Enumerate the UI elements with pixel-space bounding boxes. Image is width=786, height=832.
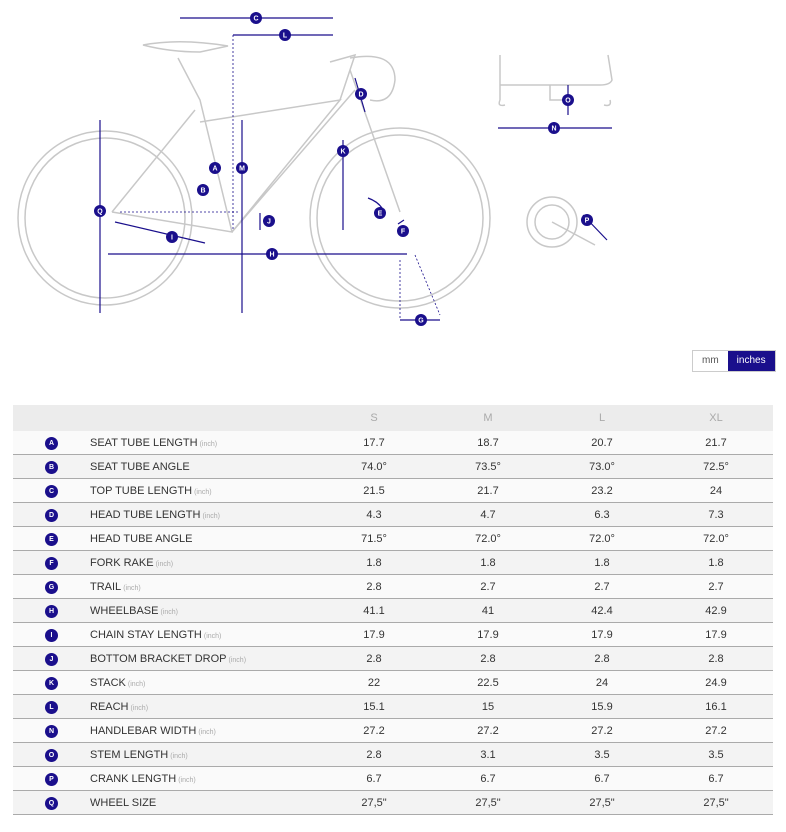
cell-value: 17.9 <box>431 623 545 647</box>
geometry-table <box>13 405 773 815</box>
letter-badge: P <box>45 773 58 786</box>
svg-text:M: M <box>239 165 245 173</box>
cell-value: 23.2 <box>545 479 659 503</box>
unit-toggle[interactable] <box>692 350 776 372</box>
cell-value: 6.7 <box>431 767 545 791</box>
cell-value: 27.2 <box>317 719 431 743</box>
table-row <box>13 791 773 815</box>
cell-value: 74.0° <box>317 455 431 479</box>
column-header: L <box>545 405 659 431</box>
cell-value: 1.8 <box>431 551 545 575</box>
cell-value: 21.7 <box>431 479 545 503</box>
cell-value: 24 <box>659 479 773 503</box>
cell-value: 15.1 <box>317 695 431 719</box>
cell-value: 20.7 <box>545 431 659 455</box>
cell-value: 42.9 <box>659 599 773 623</box>
cell-value: 2.8 <box>659 647 773 671</box>
column-header: XL <box>659 405 773 431</box>
letter-badge: E <box>45 533 58 546</box>
marker-b <box>197 184 209 196</box>
unit-label: (inch) <box>203 632 222 640</box>
cell-value: 1.8 <box>545 551 659 575</box>
table-row <box>13 455 773 479</box>
unit-label: (inch) <box>178 776 196 784</box>
cell-value: 27.2 <box>431 719 545 743</box>
svg-text:H: H <box>269 251 275 259</box>
cell-value: 6.7 <box>659 767 773 791</box>
table-row <box>13 551 773 575</box>
table-header <box>13 405 773 431</box>
table-row <box>13 695 773 719</box>
cell-value: 41.1 <box>317 599 431 623</box>
cell-value: 27,5" <box>431 791 545 815</box>
cell-value: 7.3 <box>659 503 773 527</box>
table-row <box>13 503 773 527</box>
row-label: SEAT TUBE ANGLE <box>90 460 190 473</box>
cell-value: 4.3 <box>317 503 431 527</box>
letter-badge: C <box>45 485 58 498</box>
svg-text:D: D <box>358 91 364 99</box>
cell-value: 6.7 <box>317 767 431 791</box>
unit-label: (inch) <box>127 680 146 688</box>
table-row <box>13 527 773 551</box>
row-label: CHAIN STAY LENGTH <box>90 628 202 641</box>
letter-badge: Q <box>45 797 58 810</box>
letter-badge: K <box>45 677 58 690</box>
svg-text:B: B <box>200 187 206 195</box>
table-row <box>13 743 773 767</box>
letter-badge: F <box>45 557 58 570</box>
svg-text:K: K <box>340 148 346 156</box>
table-row <box>13 647 773 671</box>
letter-badge: O <box>45 749 58 762</box>
svg-text:P: P <box>584 217 590 225</box>
marker-h <box>266 248 278 260</box>
table-row <box>13 671 773 695</box>
cell-value: 1.8 <box>659 551 773 575</box>
table-row <box>13 479 773 503</box>
svg-text:J: J <box>267 218 271 226</box>
cell-value: 27.2 <box>545 719 659 743</box>
cell-value: 1.8 <box>317 551 431 575</box>
svg-text:F: F <box>400 228 406 236</box>
svg-text:C: C <box>253 15 259 23</box>
row-label: HANDLEBAR WIDTH <box>90 724 197 737</box>
cell-value: 18.7 <box>431 431 545 455</box>
marker-e <box>374 207 386 219</box>
cell-value: 17.9 <box>545 623 659 647</box>
cell-value: 15 <box>431 695 545 719</box>
row-label: STEM LENGTH <box>90 748 169 761</box>
cell-value: 21.7 <box>659 431 773 455</box>
marker-f <box>397 225 409 237</box>
unit-inches-button[interactable]: inches <box>728 351 775 371</box>
row-label: HEAD TUBE LENGTH <box>90 508 201 521</box>
cell-value: 41 <box>431 599 545 623</box>
svg-text:O: O <box>565 97 571 105</box>
letter-badge: L <box>45 701 58 714</box>
marker-j <box>263 215 275 227</box>
svg-text:Q: Q <box>97 208 103 216</box>
bike-geometry-diagram <box>0 0 786 340</box>
bike-outline <box>18 42 612 308</box>
cell-value: 24 <box>545 671 659 695</box>
cell-value: 21.5 <box>317 479 431 503</box>
cell-value: 3.5 <box>659 743 773 767</box>
cell-value: 2.8 <box>317 743 431 767</box>
cell-value: 72.5° <box>659 455 773 479</box>
marker-o <box>562 94 574 106</box>
cell-value: 73.5° <box>431 455 545 479</box>
cell-value: 17.7 <box>317 431 431 455</box>
letter-badge: N <box>45 725 58 738</box>
letter-badge: A <box>45 437 58 450</box>
cell-value: 2.7 <box>659 575 773 599</box>
table-row <box>13 431 773 455</box>
marker-n <box>548 122 560 134</box>
table-row <box>13 767 773 791</box>
unit-label: (inch) <box>130 704 149 712</box>
cell-value: 24.9 <box>659 671 773 695</box>
svg-text:E: E <box>377 210 383 218</box>
table-row <box>13 623 773 647</box>
row-label: HEAD TUBE ANGLE <box>90 532 193 545</box>
cell-value: 16.1 <box>659 695 773 719</box>
unit-label: (inch) <box>155 560 174 568</box>
cell-value: 6.7 <box>545 767 659 791</box>
marker-m <box>236 162 248 174</box>
cell-value: 17.9 <box>317 623 431 647</box>
marker-k <box>337 145 349 157</box>
cell-value: 72.0° <box>545 527 659 551</box>
row-label: STACK <box>90 676 126 689</box>
letter-badge: D <box>45 509 58 522</box>
cell-value: 2.8 <box>431 647 545 671</box>
table-row <box>13 719 773 743</box>
cell-value: 17.9 <box>659 623 773 647</box>
cell-value: 27,5" <box>545 791 659 815</box>
marker-d <box>355 88 367 100</box>
unit-label: (inch) <box>202 512 220 520</box>
unit-mm-button[interactable]: mm <box>693 351 728 371</box>
marker-l <box>279 29 291 41</box>
row-label: WHEELBASE <box>90 604 159 617</box>
cell-value: 2.7 <box>431 575 545 599</box>
letter-badge: J <box>45 653 58 666</box>
cell-value: 73.0° <box>545 455 659 479</box>
cell-value: 2.8 <box>317 575 431 599</box>
row-label: CRANK LENGTH <box>90 772 177 785</box>
row-label: SEAT TUBE LENGTH <box>90 436 198 449</box>
cell-value: 22.5 <box>431 671 545 695</box>
row-label: WHEEL SIZE <box>90 796 157 809</box>
unit-label: (inch) <box>160 608 178 616</box>
table-row <box>13 599 773 623</box>
marker-i <box>166 231 178 243</box>
cell-value: 27.2 <box>659 719 773 743</box>
row-label: FORK RAKE <box>90 556 154 569</box>
svg-text:G: G <box>418 317 424 325</box>
row-label: REACH <box>90 700 129 713</box>
cell-value: 15.9 <box>545 695 659 719</box>
svg-text:A: A <box>212 165 218 173</box>
unit-label: (inch) <box>170 752 188 760</box>
marker-g <box>415 314 427 326</box>
table-row <box>13 575 773 599</box>
marker-c <box>250 12 262 24</box>
unit-label: (inch) <box>123 584 141 592</box>
cell-value: 4.7 <box>431 503 545 527</box>
marker-p <box>581 214 593 226</box>
cell-value: 72.0° <box>659 527 773 551</box>
unit-label: (inch) <box>228 656 247 664</box>
svg-text:I: I <box>171 234 173 242</box>
svg-text:L: L <box>282 32 288 40</box>
column-header: M <box>431 405 545 431</box>
marker-q <box>94 205 106 217</box>
cell-value: 27,5" <box>659 791 773 815</box>
cell-value: 71.5° <box>317 527 431 551</box>
column-header: S <box>317 405 431 431</box>
unit-label: (inch) <box>199 440 218 448</box>
cell-value: 22 <box>317 671 431 695</box>
cell-value: 72.0° <box>431 527 545 551</box>
cell-value: 2.8 <box>545 647 659 671</box>
cell-value: 3.5 <box>545 743 659 767</box>
letter-badge: H <box>45 605 58 618</box>
unit-label: (inch) <box>198 728 216 736</box>
letter-badge: B <box>45 461 58 474</box>
row-label: TOP TUBE LENGTH <box>90 484 193 497</box>
cell-value: 27,5" <box>317 791 431 815</box>
letter-badge: G <box>45 581 58 594</box>
unit-label: (inch) <box>194 488 212 496</box>
cell-value: 2.8 <box>317 647 431 671</box>
cell-value: 6.3 <box>545 503 659 527</box>
cell-value: 3.1 <box>431 743 545 767</box>
marker-a <box>209 162 221 174</box>
cell-value: 2.7 <box>545 575 659 599</box>
letter-badge: I <box>45 629 58 642</box>
row-label: BOTTOM BRACKET DROP <box>90 652 227 665</box>
svg-text:N: N <box>551 125 557 133</box>
row-label: TRAIL <box>90 580 122 593</box>
cell-value: 42.4 <box>545 599 659 623</box>
